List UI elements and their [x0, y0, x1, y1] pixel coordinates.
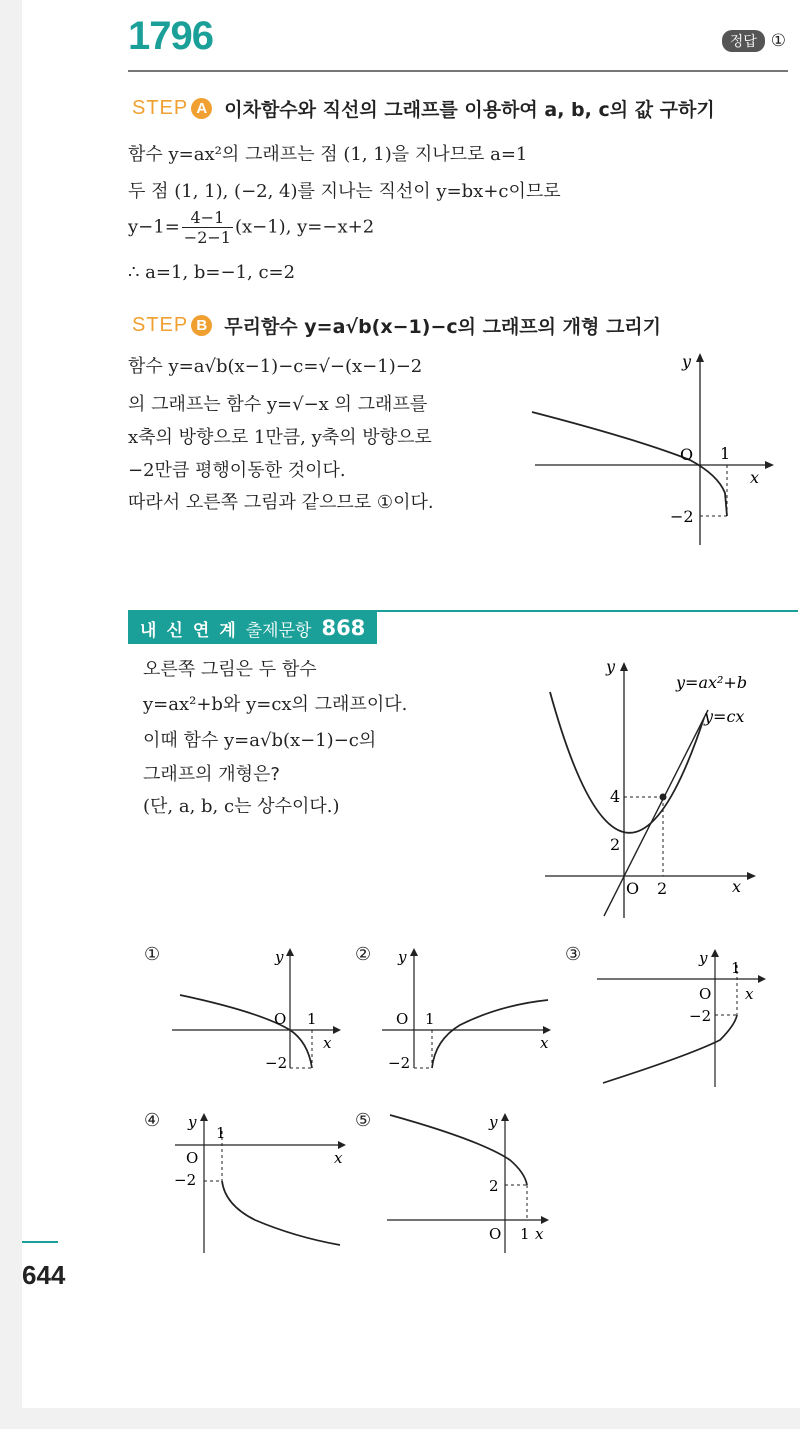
- y-label: y: [275, 948, 284, 966]
- step-a-title: 이차함수와 직선의 그래프를 이용하여 a, b, c의 값 구하기: [224, 99, 715, 121]
- answer-value: ①: [770, 31, 786, 51]
- tick-b: 2: [489, 1177, 499, 1195]
- tick-a: 1: [307, 1010, 317, 1028]
- tick-a: 1: [731, 959, 741, 977]
- choice-2-mark[interactable]: ②: [355, 944, 372, 965]
- x-axis-arrow: [758, 975, 766, 983]
- origin-label: O: [626, 879, 640, 898]
- step-b-graph: [520, 345, 780, 550]
- step-b-line4: −2만큼 평행이동한 것이다.: [128, 460, 346, 481]
- tick-b: −2: [174, 1171, 197, 1189]
- x-axis-arrow: [747, 872, 756, 880]
- x-label: x: [323, 1034, 332, 1052]
- step-a-line4: ∴ a=1, b=−1, c=2: [128, 262, 296, 283]
- choice-5-mark[interactable]: ⑤: [355, 1110, 372, 1131]
- choice-4-graph[interactable]: [170, 1105, 355, 1255]
- step-a-line2: 두 점 (1, 1), (−2, 4)를 지나는 직선이 y=bx+c이므로: [128, 181, 561, 202]
- choice-1-graph[interactable]: [170, 940, 350, 1070]
- origin-label: O: [489, 1225, 502, 1243]
- band-tag-3: 연: [192, 620, 210, 641]
- band-label: 출제문항: [245, 620, 312, 641]
- page-number: 644: [22, 1260, 66, 1290]
- y-axis-arrow: [410, 948, 418, 956]
- related-graph: [540, 650, 785, 920]
- answer-badge: 정답: [722, 30, 765, 52]
- related-q4: 그래프의 개형은?: [143, 764, 280, 785]
- step-b-badge: B: [191, 315, 212, 336]
- x-label: x: [334, 1149, 343, 1167]
- curve: [222, 1181, 340, 1245]
- fraction-numerator: 4−1: [182, 208, 233, 228]
- related-band: [128, 612, 377, 644]
- x-axis-arrow: [765, 461, 774, 469]
- y-label: y: [606, 657, 616, 676]
- eq-lhs: y−1=: [128, 216, 180, 238]
- step-a-badge: A: [191, 98, 212, 119]
- tick-b: −2: [388, 1054, 411, 1070]
- related-q1: 오른쪽 그림은 두 함수: [143, 659, 317, 680]
- step-b-heading: [132, 312, 661, 339]
- scan-margin: [0, 0, 22, 1429]
- choice-4-mark[interactable]: ④: [144, 1110, 161, 1131]
- slope-fraction: [182, 208, 233, 247]
- x-label: x: [732, 877, 742, 896]
- x-axis-arrow: [333, 1026, 341, 1034]
- origin-label: O: [699, 985, 712, 1003]
- step-b-label: STEP: [132, 314, 189, 336]
- y-axis-arrow: [286, 948, 294, 956]
- origin-label: O: [274, 1010, 287, 1028]
- header-rule: [128, 70, 788, 72]
- related-q2: y=ax²+b와 y=cx의 그래프이다.: [143, 694, 408, 715]
- y-axis-arrow: [696, 353, 704, 362]
- tick-x2: 2: [657, 879, 668, 898]
- choice-2-graph[interactable]: [380, 940, 560, 1070]
- y-label: y: [699, 949, 708, 967]
- related-q3: 이때 함수 y=a√b(x−1)−c의: [143, 730, 377, 751]
- line-label: y=cx: [704, 707, 745, 726]
- y-axis-arrow: [620, 662, 628, 671]
- tick-b: −2: [265, 1054, 288, 1070]
- x-axis-arrow: [543, 1026, 551, 1034]
- curve: [180, 995, 312, 1068]
- band-tag-4: 계: [219, 620, 236, 641]
- origin-label: O: [680, 445, 694, 464]
- fraction-denominator: −2−1: [183, 228, 231, 247]
- step-b-line3: x축의 방향으로 1만큼, y축의 방향으로: [128, 427, 432, 448]
- y-axis-arrow: [200, 1113, 208, 1121]
- step-a-line1: 함수 y=ax²의 그래프는 점 (1, 1)을 지나므로 a=1: [128, 144, 528, 165]
- related-q5: (단, a, b, c는 상수이다.): [143, 796, 340, 817]
- eq-rhs: (x−1), y=−x+2: [234, 216, 375, 238]
- choice-1-mark[interactable]: ①: [144, 944, 161, 965]
- y-axis-arrow: [711, 949, 719, 957]
- scan-margin-bottom: [0, 1408, 800, 1429]
- curve: [603, 1015, 737, 1083]
- tick-a: 1: [216, 1124, 226, 1142]
- x-label: x: [750, 468, 760, 487]
- step-b-line2: 의 그래프는 함수 y=√−x 의 그래프를: [128, 394, 428, 415]
- step-a-line3: [128, 208, 374, 247]
- answer-box: [722, 30, 786, 52]
- line-cx: [604, 710, 708, 916]
- x-label: x: [535, 1225, 544, 1243]
- x-axis-arrow: [541, 1216, 549, 1224]
- band-number: 868: [321, 616, 366, 640]
- x-label: x: [745, 985, 754, 1003]
- radical-curve: [532, 412, 727, 516]
- tick-1: 1: [720, 444, 731, 463]
- problem-number: 1796: [128, 14, 213, 58]
- step-a-label: STEP: [132, 97, 189, 119]
- y-label: y: [489, 1113, 498, 1131]
- choice-3-mark[interactable]: ③: [565, 944, 582, 965]
- origin-label: O: [396, 1010, 409, 1028]
- y-axis-arrow: [501, 1113, 509, 1121]
- tick-minus2: −2: [670, 507, 694, 526]
- band-tag-1: 내: [140, 620, 157, 641]
- tick-y2: 2: [610, 835, 621, 854]
- step-a-heading: [132, 95, 715, 122]
- tick-b: −2: [689, 1007, 712, 1025]
- step-b-line5: 따라서 오른쪽 그림과 같으므로 ①이다.: [128, 492, 434, 513]
- parabola-label: y=ax²+b: [676, 673, 748, 692]
- tick-y4: 4: [610, 787, 621, 806]
- choice-5-graph[interactable]: [385, 1105, 560, 1255]
- step-b-title: 무리함수 y=a√b(x−1)−c의 그래프의 개형 그리기: [224, 316, 662, 338]
- choice-3-graph[interactable]: [595, 945, 775, 1090]
- y-label: y: [398, 948, 407, 966]
- curve: [432, 1000, 548, 1068]
- y-label: y: [188, 1113, 197, 1131]
- tick-a: 1: [425, 1010, 435, 1028]
- band-tag-2: 신: [166, 620, 183, 641]
- y-label: y: [682, 352, 692, 371]
- x-label: x: [540, 1034, 549, 1052]
- x-axis-arrow: [338, 1141, 346, 1149]
- origin-label: O: [186, 1149, 199, 1167]
- curve: [390, 1115, 527, 1185]
- step-b-line1: 함수 y=a√b(x−1)−c=√−(x−1)−2: [128, 356, 423, 377]
- page-number-rule: [22, 1241, 58, 1243]
- tick-a: 1: [520, 1225, 530, 1243]
